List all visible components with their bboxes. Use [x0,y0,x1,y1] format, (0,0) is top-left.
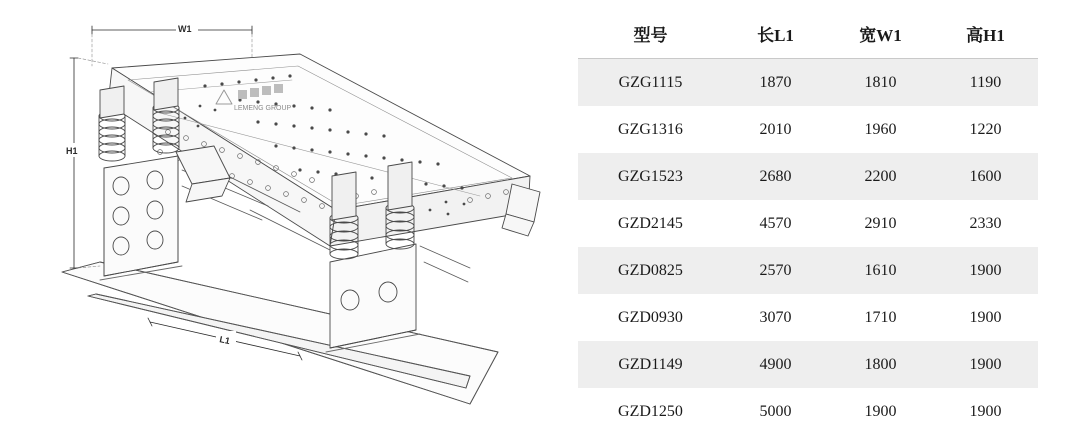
table-row [578,106,1038,153]
cell-height: 1900 [933,341,1038,388]
cell-model: GZD0930 [578,294,723,341]
cell-model: GZD1149 [578,341,723,388]
table-row [578,200,1038,247]
cell-model: GZG1316 [578,106,723,153]
logo-label: LEMENG GROUP [234,105,292,112]
cell-width: 2200 [828,153,933,200]
table-row [578,341,1038,388]
table-row [578,294,1038,341]
cell-model: GZD0825 [578,247,723,294]
left-support-frame [100,156,182,280]
spec-table-container [578,8,1078,435]
cell-height: 1900 [933,388,1038,435]
cell-width: 1610 [828,247,933,294]
table-header-row [578,8,1038,59]
cell-height: 2330 [933,200,1038,247]
cell-height: 1220 [933,106,1038,153]
dim-label-w1: W1 [178,24,192,34]
cell-model: GZD2145 [578,200,723,247]
cell-height: 1190 [933,59,1038,107]
cell-width: 1800 [828,341,933,388]
cell-height: 1900 [933,247,1038,294]
cell-length: 3070 [723,294,828,341]
cell-length: 2680 [723,153,828,200]
col-header-height: 高H1 [933,8,1038,59]
cell-length: 1870 [723,59,828,107]
cell-height: 1600 [933,153,1038,200]
cell-length: 2570 [723,247,828,294]
col-header-model: 型号 [578,8,723,59]
cell-model: GZD1250 [578,388,723,435]
cell-width: 1900 [828,388,933,435]
cell-length: 4900 [723,341,828,388]
cell-length: 5000 [723,388,828,435]
table-row [578,388,1038,435]
table-row [578,247,1038,294]
col-header-width: 宽W1 [828,8,933,59]
cell-width: 1810 [828,59,933,107]
spec-table-head [578,8,1038,59]
table-row [578,153,1038,200]
cell-width: 1960 [828,106,933,153]
table-row [578,59,1038,107]
cell-model: GZG1523 [578,153,723,200]
spec-table [578,8,1038,435]
cell-width: 2910 [828,200,933,247]
cell-height: 1900 [933,294,1038,341]
base-plate [62,262,498,404]
dim-label-h1: H1 [66,146,78,156]
spec-table-body [578,59,1038,435]
cell-model: GZG1115 [578,59,723,107]
dim-label-l1: L1 [219,334,231,346]
col-header-length: 长L1 [723,8,828,59]
cell-width: 1710 [828,294,933,341]
cell-length: 2010 [723,106,828,153]
cell-length: 4570 [723,200,828,247]
